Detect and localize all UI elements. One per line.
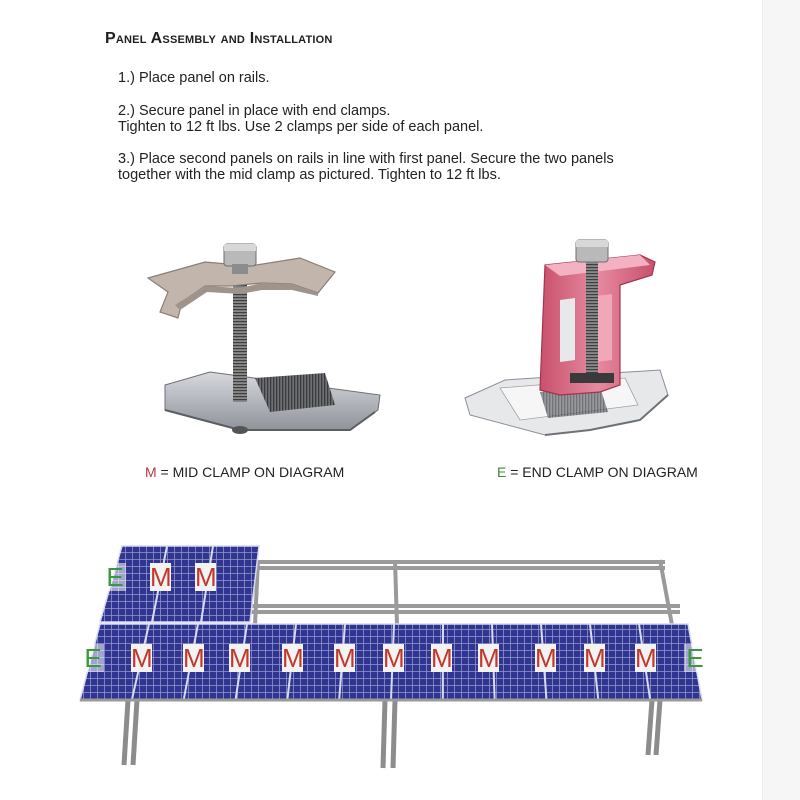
legend-mid-key: M	[145, 464, 157, 480]
top-row-mid-clamp-label: M	[195, 562, 217, 592]
bottom-row-mid-clamp-label: M	[383, 643, 405, 673]
bottom-row-mid-clamp-label: M	[478, 643, 500, 673]
bottom-row-mid-clamp-label: M	[334, 643, 356, 673]
array-rails	[250, 560, 680, 625]
bottom-row-mid-clamp-label: M	[535, 643, 557, 673]
bottom-row-mid-clamp-label: M	[431, 643, 453, 673]
bottom-row-mid-clamp-label: M	[584, 643, 606, 673]
bottom-row-mid-clamp-label: M	[229, 643, 251, 673]
legend-end-text: = END CLAMP ON DIAGRAM	[506, 464, 698, 480]
bottom-row-mid-clamp-label: M	[282, 643, 304, 673]
step-2-line-2: Tighten to 12 ft lbs. Use 2 clamps per side of each panel.	[118, 119, 484, 135]
step-3-line-1: 3.) Place second panels on rails in line with first panel. Secure the two panels	[118, 151, 614, 167]
bottom-row-end-clamp-label: E	[684, 644, 706, 672]
legend-mid-text: = MID CLAMP ON DIAGRAM	[156, 464, 345, 480]
step-3-line-2: together with the mid clamp as pictured. Tighten to 12 ft lbs.	[118, 167, 501, 183]
legend-end-key: E	[497, 464, 507, 480]
array-legs	[124, 700, 660, 768]
top-row-mid-clamp-label: M	[150, 562, 172, 592]
bottom-row-mid-clamp-label: M	[131, 643, 153, 673]
page-title: Panel Assembly and Installation	[105, 30, 333, 47]
step-2-line-1: 2.) Secure panel in place with end clamps.	[118, 103, 391, 119]
bottom-row-mid-clamp-label: M	[635, 643, 657, 673]
bottom-row-end-clamp-label: E	[82, 644, 104, 672]
top-row-end-clamp-label: E	[104, 563, 126, 591]
bottom-row-mid-clamp-label: M	[183, 643, 205, 673]
step-1-line-1: 1.) Place panel on rails.	[118, 70, 270, 86]
